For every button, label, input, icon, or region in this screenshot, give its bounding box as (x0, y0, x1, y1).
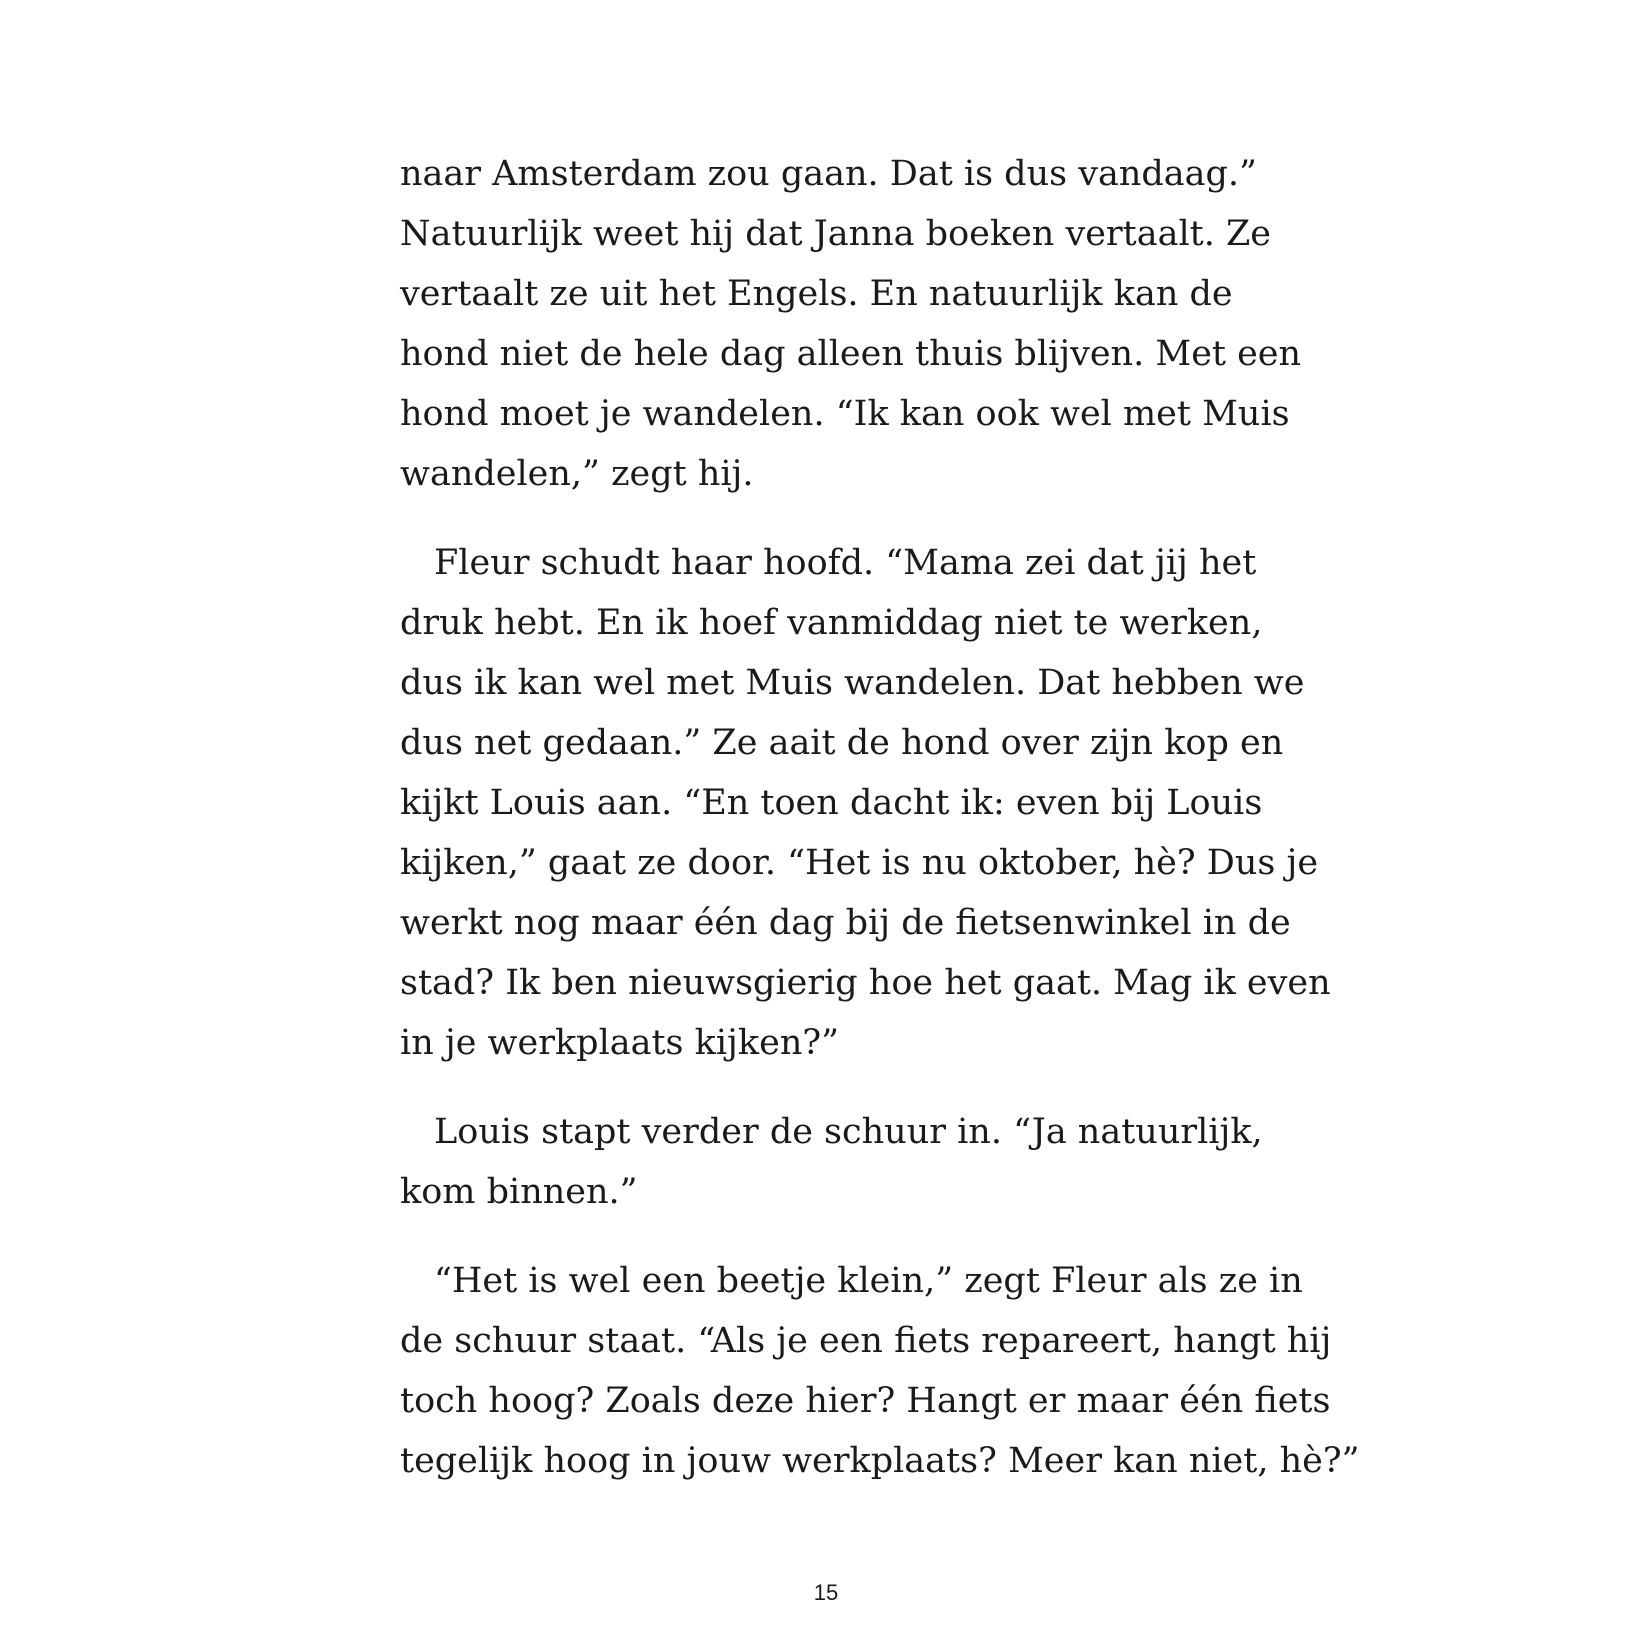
text-line: druk hebt. En ik hoef vanmiddag niet te werken, (400, 603, 1263, 643)
text-line: Natuurlijk weet hij dat Janna boeken vertaalt. Ze (400, 214, 1272, 254)
paragraph-1 (400, 144, 1300, 504)
text-line: toch hoog? Zoals deze hier? Hangt er maar één fiets (400, 1381, 1331, 1421)
text-line: in je werkplaats kijken?” (400, 1023, 840, 1063)
text-line: “Het is wel een beetje klein,” zegt Fleur als ze in (434, 1261, 1303, 1301)
text-line: werkt nog maar één dag bij de fietsenwinkel in de (400, 903, 1291, 943)
text-line: naar Amsterdam zou gaan. Dat is dus vandaag.” (400, 154, 1257, 194)
text-line: stad? Ik ben nieuwsgierig hoe het gaat. Mag ik even (400, 963, 1331, 1003)
text-line: de schuur staat. “Als je een fiets repareert, hangt hij (400, 1321, 1332, 1361)
text-line: dus net gedaan.” Ze aait de hond over zijn kop en (400, 723, 1284, 763)
text-line: kijkt Louis aan. “En toen dacht ik: even bij Louis (400, 783, 1263, 823)
text-line: tegelijk hoog in jouw werkplaats? Meer kan niet, hè?” (400, 1441, 1360, 1481)
text-line: hond niet de hele dag alleen thuis blijven. Met een (400, 334, 1302, 374)
text-line: kijken,” gaat ze door. “Het is nu oktober, hè? Dus je (400, 843, 1319, 883)
text-line: dus ik kan wel met Muis wandelen. Dat hebben we (400, 663, 1305, 703)
paragraph-3 (400, 1102, 1300, 1222)
paragraph-4 (400, 1251, 1360, 1491)
body-text (400, 144, 1360, 1491)
text-line: wandelen,” zegt hij. (400, 454, 754, 494)
text-line: vertaalt ze uit het Engels. En natuurlijk kan de (400, 274, 1233, 314)
text-line: hond moet je wandelen. “Ik kan ook wel met Muis (400, 394, 1290, 434)
text-line: kom binnen.” (400, 1172, 638, 1212)
paragraph-2 (400, 533, 1331, 1073)
page-number: 15 (813, 1580, 839, 1605)
text-line: Louis stapt verder de schuur in. “Ja natuurlijk, (434, 1112, 1263, 1152)
text-line: Fleur schudt haar hoofd. “Mama zei dat jij het (434, 543, 1257, 583)
